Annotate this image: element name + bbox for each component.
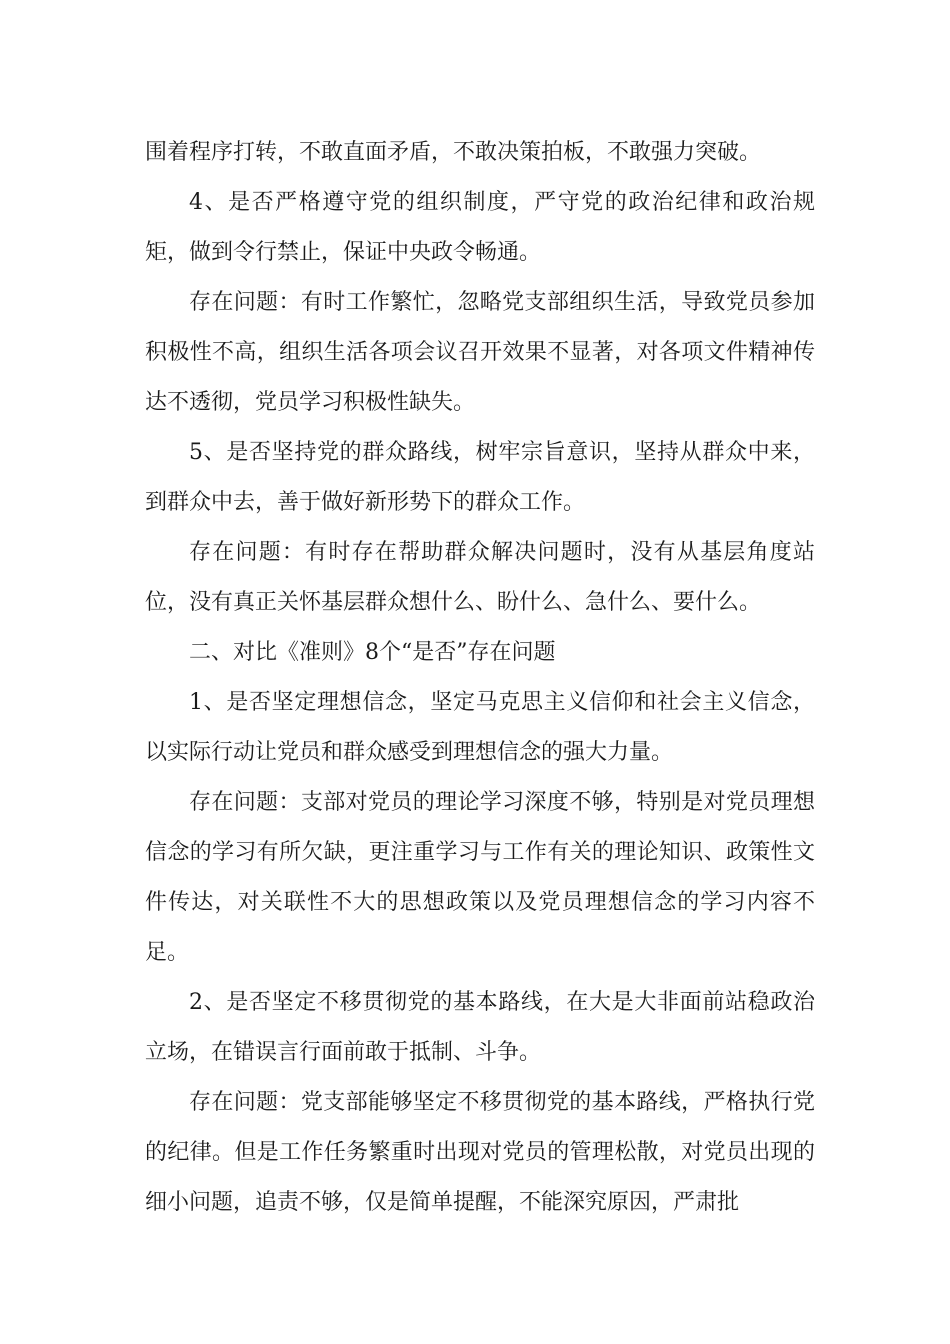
- paragraph-problem-5: 存在问题：有时存在帮助群众解决问题时，没有从基层角度站位，没有真正关怀基层群众想什么、盼什么、急什么、要什么。: [145, 540, 815, 615]
- paragraph-section2-problem-2: 存在问题：党支部能够坚定不移贯彻党的基本路线，严格执行党的纪律。但是工作任务繁重时出现对党员的管理松散，对党员出现的细小问题，追责不够，仅是简单提醒，不能深究原因，严肃批: [145, 1090, 815, 1215]
- section-heading-2: 二、对比《准则》8个“是否”存在问题: [189, 640, 556, 665]
- paragraph-section2-item-2: 2、是否坚定不移贯彻党的基本路线，在大是大非面前站稳政治立场，在错误言行面前敢于抵制、斗争。: [145, 990, 815, 1065]
- document-body: [145, 128, 815, 1228]
- paragraph-section2-problem-1: 存在问题：支部对党员的理论学习深度不够，特别是对党员理想信念的学习有所欠缺，更注重学习与工作有关的理论知识、政策性文件传达，对关联性不大的思想政策以及党员理想信念的学习内容不足。: [145, 790, 815, 965]
- paragraph-section2-item-1: 1、是否坚定理想信念，坚定马克思主义信仰和社会主义信念，以实际行动让党员和群众感受到理想信念的强大力量。: [145, 690, 815, 765]
- paragraph-item-4: 4、是否严格遵守党的组织制度，严守党的政治纪律和政治规矩，做到令行禁止，保证中央政令畅通。: [145, 190, 815, 265]
- paragraph-1: 围着程序打转，不敢直面矛盾，不敢决策拍板，不敢强力突破。: [145, 140, 762, 165]
- paragraph-problem-4: 存在问题：有时工作繁忙，忽略党支部组织生活，导致党员参加积极性不高，组织生活各项会议召开效果不显著，对各项文件精神传达不透彻，党员学习积极性缺失。: [145, 290, 815, 415]
- paragraph-item-5: 5、是否坚持党的群众路线，树牢宗旨意识，坚持从群众中来，到群众中去，善于做好新形势下的群众工作。: [145, 440, 815, 515]
